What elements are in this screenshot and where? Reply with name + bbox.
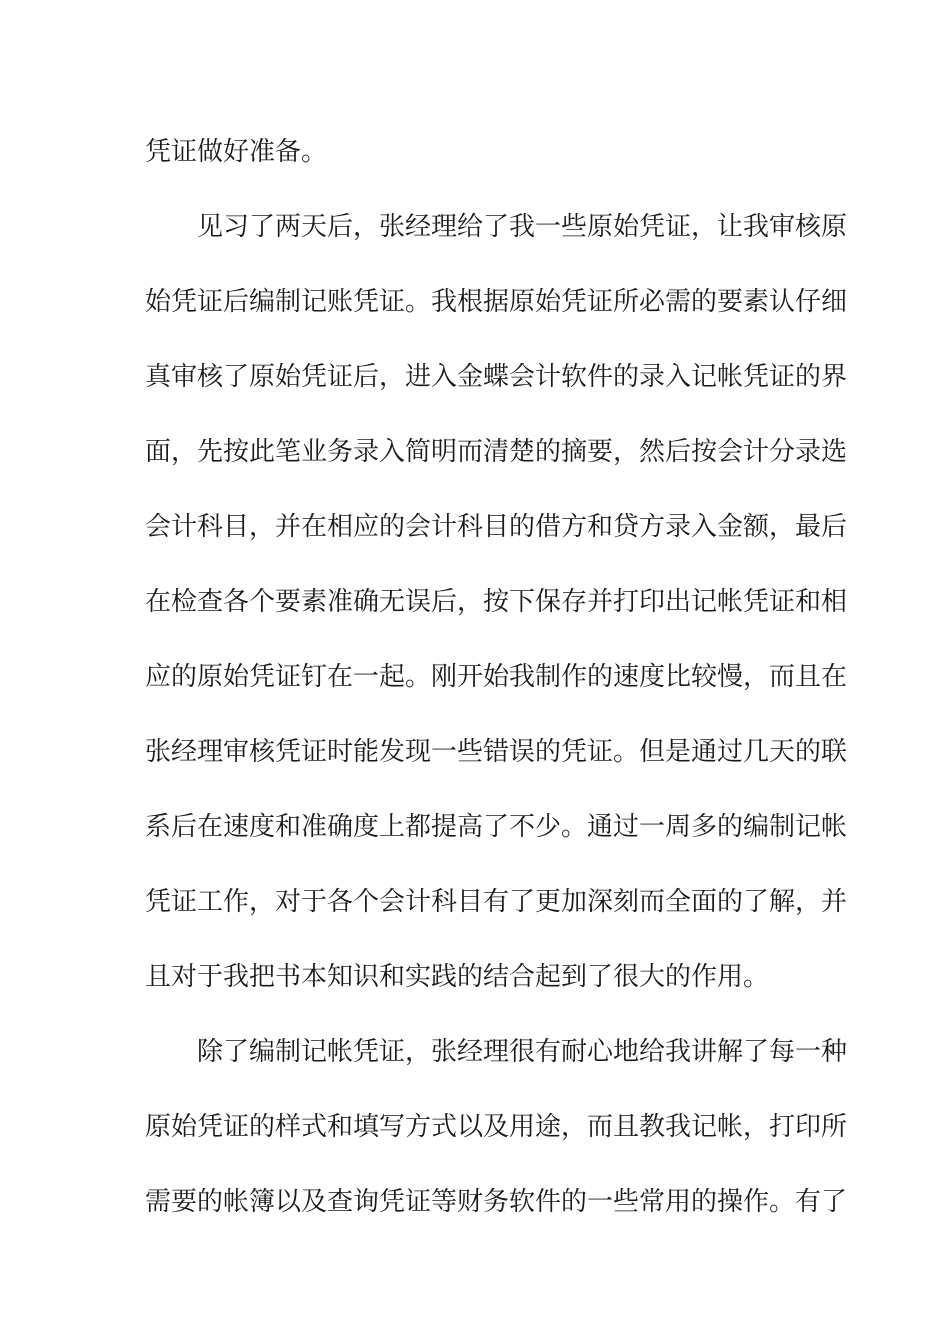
text-line: 真审核了原始凭证后，进入金蝶会计软件的录入记帐凭证的界 [145,362,848,392]
text-line: 需要的帐簿以及查询凭证等财务软件的一些常用的操作。有了 [145,1187,848,1217]
text-line: 面，先按此笔业务录入简明而清楚的摘要，然后按会计分录选 [145,437,848,467]
text-line: 凭证做好准备。 [145,137,328,167]
text-line: 始凭证后编制记账凭证。我根据原始凭证所必需的要素认仔细 [145,287,848,317]
paragraph-first-line: 除了编制记帐凭证，张经理很有耐心地给我讲解了每一种 [197,1037,848,1067]
text-line: 应的原始凭证钉在一起。刚开始我制作的速度比较慢，而且在 [145,662,848,692]
paragraph-first-line: 见习了两天后，张经理给了我一些原始凭证，让我审核原 [197,212,848,242]
text-line: 会计科目，并在相应的会计科目的借方和贷方录入金额，最后 [145,512,848,542]
text-line: 原始凭证的样式和填写方式以及用途，而且教我记帐，打印所 [145,1112,848,1142]
text-line: 系后在速度和准确度上都提高了不少。通过一周多的编制记帐 [145,812,848,842]
text-line: 凭证工作，对于各个会计科目有了更加深刻而全面的了解，并 [145,887,848,917]
text-line: 在检查各个要素准确无误后，按下保存并打印出记帐凭证和相 [145,587,848,617]
text-line: 且对于我把书本知识和实践的结合起到了很大的作用。 [145,962,770,992]
text-line: 张经理审核凭证时能发现一些错误的凭证。但是通过几天的联 [145,737,848,767]
